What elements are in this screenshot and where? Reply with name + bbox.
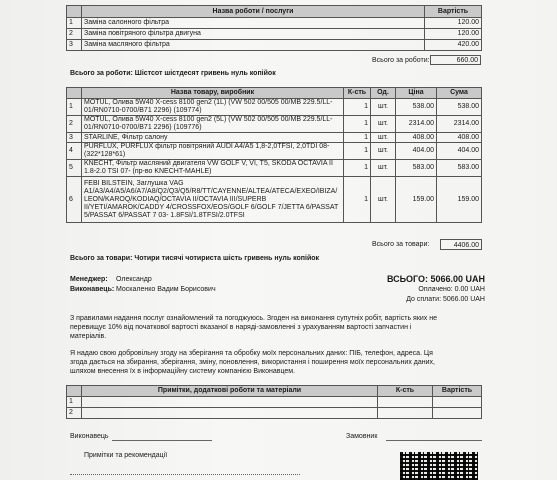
paid-total: Оплачено: 0.00 UAH <box>418 286 485 293</box>
goods-col-price: Ціна <box>396 88 437 99</box>
goods-row-price: 538.00 <box>396 99 437 116</box>
goods-row-price: 583.00 <box>396 160 437 177</box>
goods-row <box>67 133 482 143</box>
goods-row <box>67 116 482 133</box>
notes-row-number: 1 <box>67 397 82 408</box>
goods-row <box>67 177 482 223</box>
services-row-price: 420.00 <box>425 40 482 51</box>
services-total-label: Всього за роботи: <box>372 57 430 64</box>
legal-p2-line1: Я надаю свою добровільну згоду на зберігання та обробку моїх персональних даних: ПІБ, телефон, адреса. Ця <box>70 350 433 357</box>
goods-row-qty: 1 <box>344 143 371 160</box>
goods-row-unit: шт. <box>371 116 396 133</box>
services-row-name: Заміна масляного фільтра <box>82 40 425 51</box>
due-total: До сплати: 5066.00 UAH <box>406 296 485 303</box>
notes-col-name: Примітки, додаткові роботи та матеріали <box>82 386 378 397</box>
goods-row-qty: 1 <box>344 177 371 223</box>
goods-row-unit: шт. <box>371 177 396 223</box>
notes-col-number <box>67 386 82 397</box>
legal-p1-line2: перевищує 10% від початкової вартості вказаної в наряді-замовленні з урахуванням вартості запчастин і <box>70 324 412 331</box>
qr-code <box>400 452 478 480</box>
services-row-number: 2 <box>67 29 82 40</box>
goods-col-name: Назва товару, виробник <box>82 88 344 99</box>
goods-row-price: 404.00 <box>396 143 437 160</box>
goods-row-number: 5 <box>67 160 82 177</box>
goods-row-qty: 1 <box>344 99 371 116</box>
goods-row <box>67 160 482 177</box>
goods-col-number <box>67 88 82 99</box>
services-row-number: 3 <box>67 40 82 51</box>
grand-total: ВСЬОГО: 5066.00 UAH <box>386 274 485 284</box>
goods-header-row <box>67 88 482 99</box>
services-row-name: Заміна повітряного фільтра двигуна <box>82 29 425 40</box>
goods-row-sum: 159.00 <box>437 177 482 223</box>
goods-row-number: 3 <box>67 133 82 143</box>
goods-row-name: PURFLUX, PURFLUX фільтр повітряний AUDI A4/A5 1,8-2,0TFSI, 2,0TDI 08- (322*128*61) <box>82 143 344 160</box>
goods-sum-words: Всього за товари: Чотири тисячі чотириста шість гривень нуль копійок <box>70 255 320 262</box>
notes-row-number: 2 <box>67 408 82 419</box>
manager-name: Олександр <box>116 276 152 283</box>
goods-table <box>66 87 482 223</box>
goods-row-unit: шт. <box>371 143 396 160</box>
goods-row-name: KNECHT, Фільтр масляний двигателя VW GOLF V, VI, T5, SKODA OCTAVIA II 1.8-2.0 TSI 07- (пр-во KNECHT-MAHLE) <box>82 160 344 177</box>
notes-row-name[interactable] <box>82 408 378 419</box>
goods-row <box>67 143 482 160</box>
services-row <box>67 29 482 40</box>
goods-row-sum: 583.00 <box>437 160 482 177</box>
notes-table <box>66 385 482 419</box>
recommendations-line <box>70 474 300 475</box>
services-row <box>67 40 482 51</box>
goods-row-unit: шт. <box>371 133 396 143</box>
notes-col-price: Вартість <box>433 386 482 397</box>
goods-row-qty: 1 <box>344 160 371 177</box>
services-col-number <box>67 6 82 18</box>
services-header-row <box>67 6 482 18</box>
goods-row-number: 4 <box>67 143 82 160</box>
services-total-value: 660.00 <box>456 57 478 64</box>
services-col-price: Вартість <box>425 6 482 18</box>
legal-p2-line3: шляхом внесення їх в інформаційну систему компанією Виконавцем. <box>70 368 296 375</box>
notes-row-name[interactable] <box>82 397 378 408</box>
notes-row-price[interactable] <box>433 397 482 408</box>
goods-row-number: 2 <box>67 116 82 133</box>
services-row-price: 120.00 <box>425 18 482 29</box>
goods-row-unit: шт. <box>371 160 396 177</box>
goods-col-qty: К-сть <box>344 88 371 99</box>
goods-total-value: 4406.00 <box>453 242 479 249</box>
executor-label: Виконавець: <box>70 286 115 293</box>
goods-total-box <box>440 239 482 250</box>
goods-row-qty: 1 <box>344 116 371 133</box>
notes-header-row <box>67 386 482 397</box>
executor-name: Москаленко Вадим Борисович <box>116 286 216 293</box>
services-table <box>66 5 482 51</box>
goods-row-name: MOTUL, Олива 5W40 X-cess 8100 gen2 (5L) (VW 502 00/505 00/MB 229.5/LL-01/RN0710-0700/B71 2296) (109776) <box>82 116 344 133</box>
notes-row-price[interactable] <box>433 408 482 419</box>
legal-p2-line2: згода дається на збирання, зберігання, зміну, поновлення, використання і поширення моїх персональних даних, <box>70 359 435 366</box>
notes-row <box>67 397 482 408</box>
executor-signature-label: Виконавець <box>70 433 109 440</box>
goods-row-unit: шт. <box>371 99 396 116</box>
notes-row-qty[interactable] <box>378 408 433 419</box>
services-row-price: 120.00 <box>425 29 482 40</box>
executor-signature-line <box>112 440 212 441</box>
goods-row-number: 6 <box>67 177 82 223</box>
services-col-name: Назва роботи / послуги <box>82 6 425 18</box>
goods-row-name: MOTUL, Олива 5W40 X-cess 8100 gen2 (1L) (VW 502 00/505 00/MB 229.5/LL-01/RN0710-0700/B71 2296) (109774) <box>82 99 344 116</box>
goods-row-qty: 1 <box>344 133 371 143</box>
services-row-number: 1 <box>67 18 82 29</box>
customer-signature-line <box>386 440 482 441</box>
goods-row-sum: 2314.00 <box>437 116 482 133</box>
goods-row-price: 2314.00 <box>396 116 437 133</box>
legal-p1-line1: З правилами надання послуг ознайомлений та погоджуюсь. Згоден на виконання супутніх робіт, вартість яких не <box>70 315 437 322</box>
goods-row-sum: 408.00 <box>437 133 482 143</box>
legal-p1-line3: матеріалів. <box>70 333 107 340</box>
goods-row-name: STARLINE, Фільтр салону <box>82 133 344 143</box>
goods-row-number: 1 <box>67 99 82 116</box>
notes-row <box>67 408 482 419</box>
manager-label: Менеджер: <box>70 276 108 283</box>
goods-row-sum: 538.00 <box>437 99 482 116</box>
notes-col-qty: К-сть <box>378 386 433 397</box>
services-total-box <box>430 55 481 65</box>
goods-col-unit: Од. <box>371 88 396 99</box>
goods-row-price: 408.00 <box>396 133 437 143</box>
goods-total-label: Всього за товари: <box>372 241 430 248</box>
goods-row-sum: 404.00 <box>437 143 482 160</box>
customer-signature-label: Замовник <box>346 433 378 440</box>
goods-row <box>67 99 482 116</box>
services-sum-words: Всього за роботи: Шістсот шістдесят гривень нуль копійок <box>70 70 276 77</box>
goods-col-sum: Сума <box>437 88 482 99</box>
notes-row-qty[interactable] <box>378 397 433 408</box>
recommendations-label: Примітки та рекомендації <box>84 452 168 459</box>
goods-row-price: 159.00 <box>396 177 437 223</box>
services-row <box>67 18 482 29</box>
services-row-name: Заміна салонного фільтра <box>82 18 425 29</box>
goods-row-name: FEBI BILSTEIN, Заглушка VAG A1/A3/A4/A5/A6/A7/A8/Q2/Q3/Q5/R8/TT/CAYENNE/ALTEA/ATECA/EXEO/IBIZA/LEON/KAROQ/KODIAQ/OCTAVIA II/OCTAVIA III/SUPERB II/YETI/AMAROK/CADDY 4/CROSSFOX/EOS/GOLF 6/GOLF 7/JETTA 6/PASSAT 5/PASSAT 6/PASSAT 7 03- 1.8FSI/1.8TFSI/2.0TFSI <box>82 177 344 223</box>
